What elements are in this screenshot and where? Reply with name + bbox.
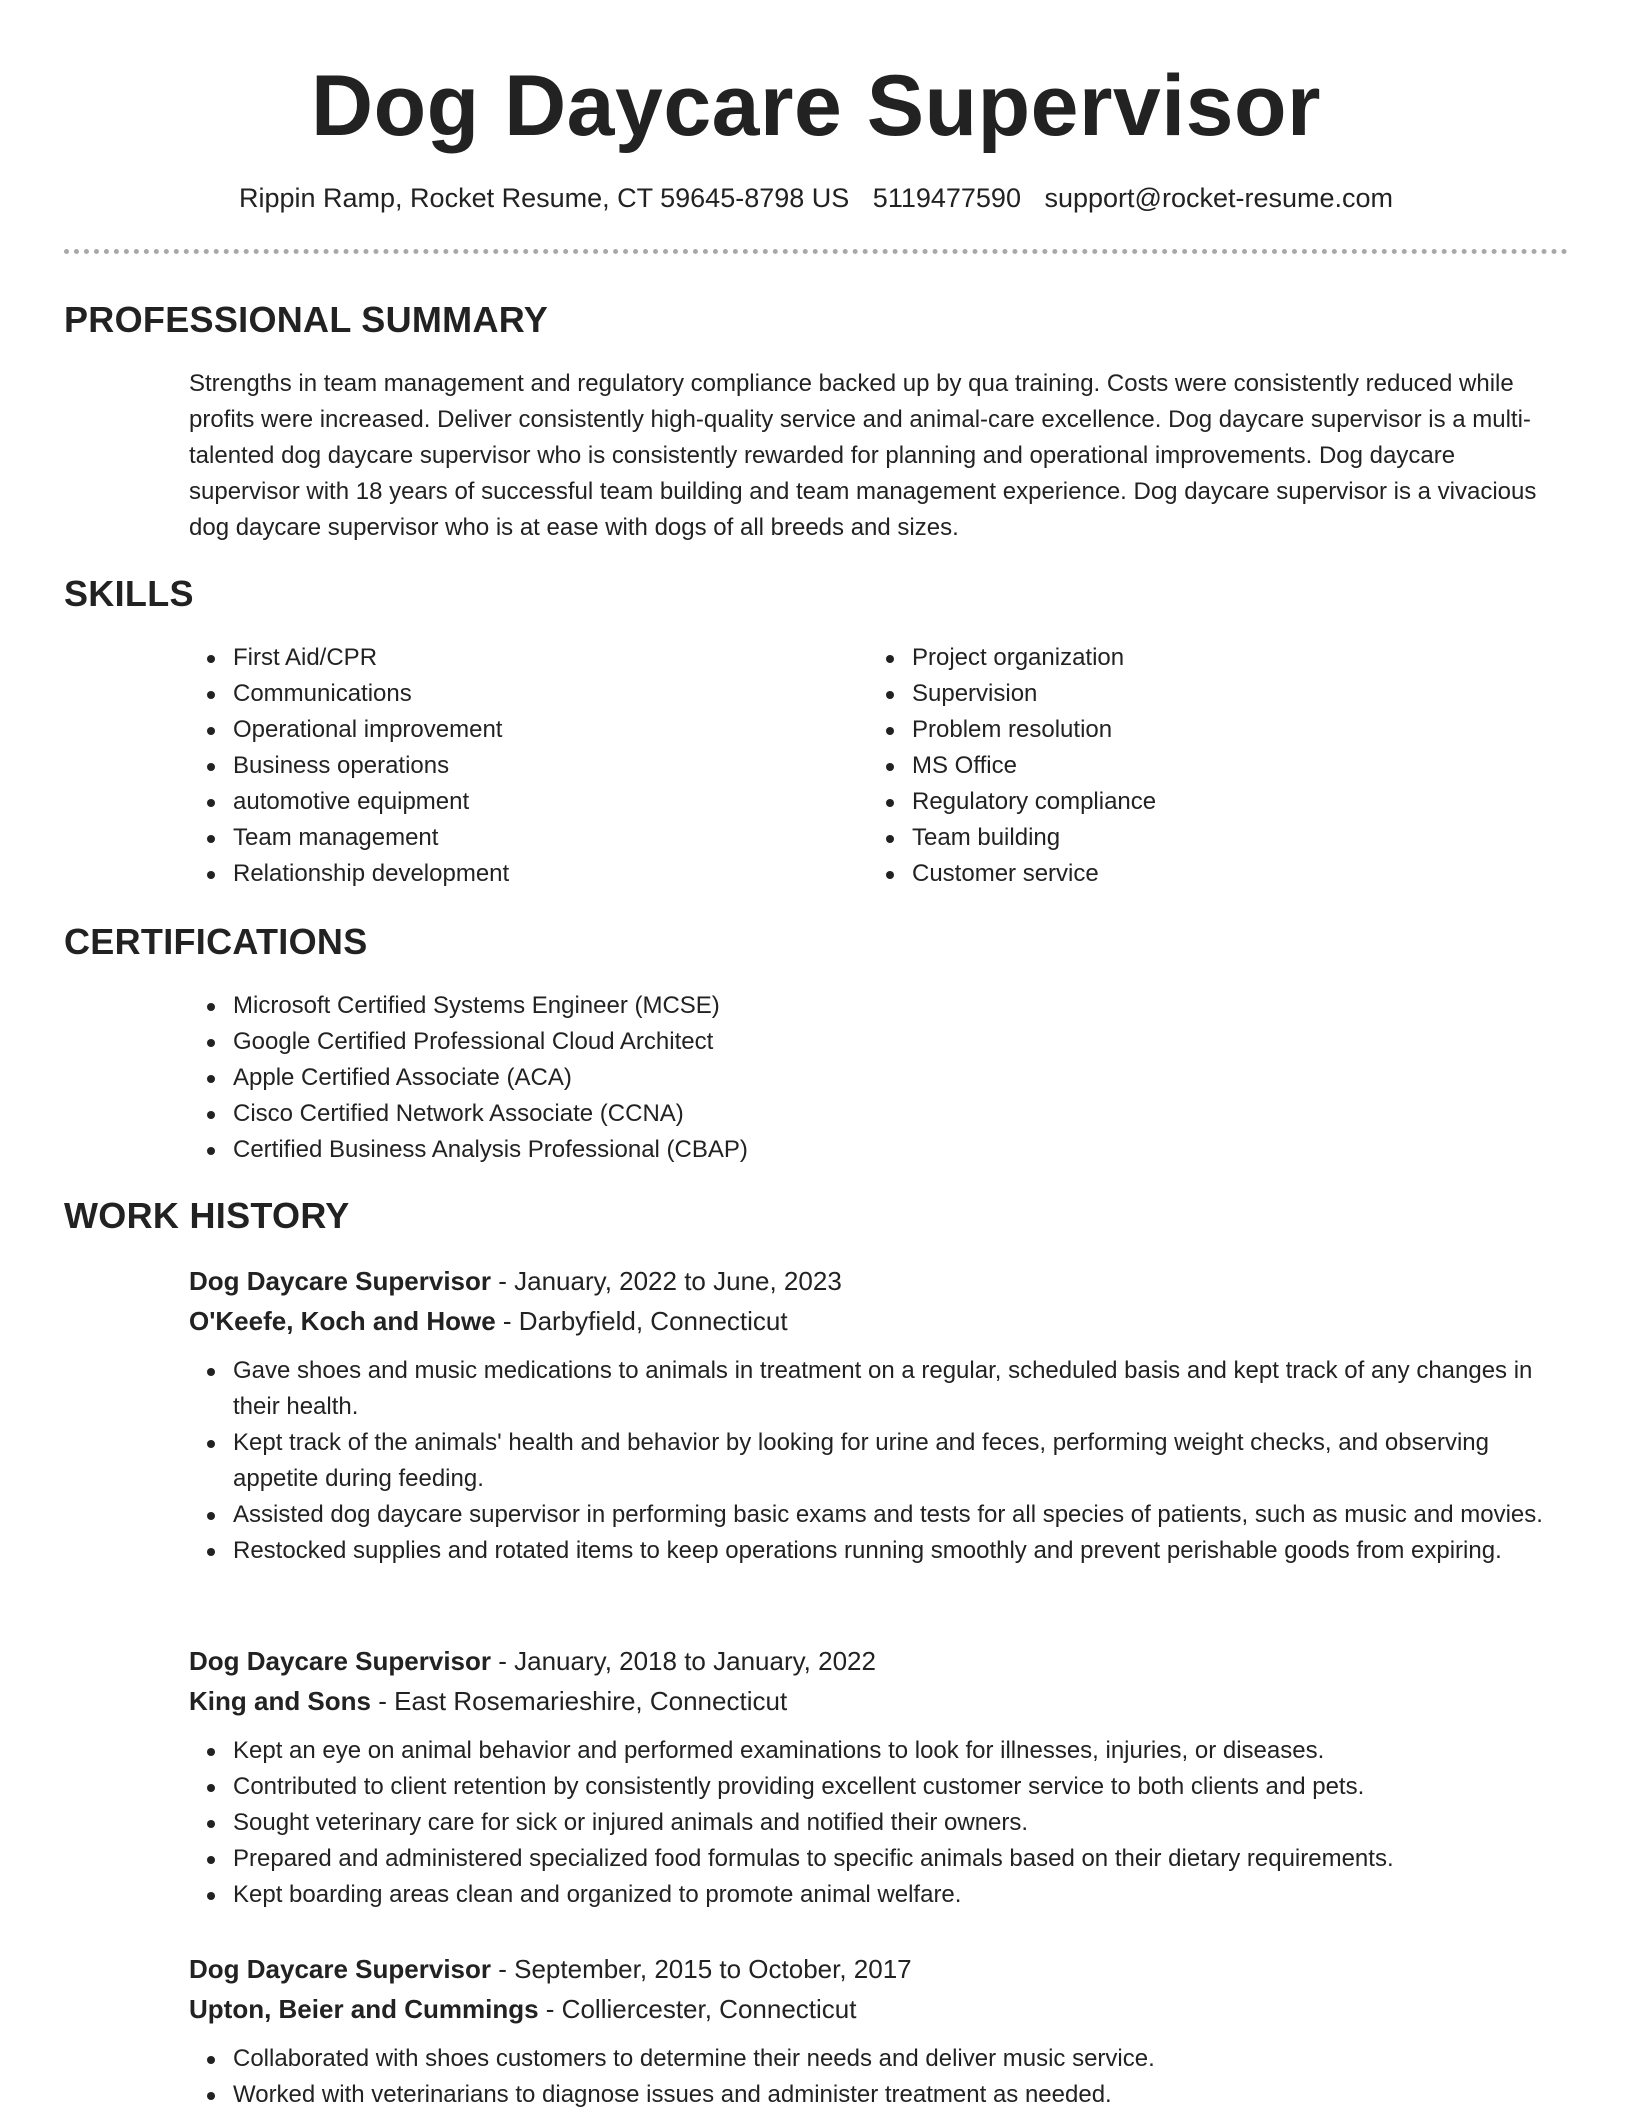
job-duty-item: Kept track of the animals' health and behavior by looking for urine and feces, performing weight checks, and observing appetite during feeding.: [145, 1425, 1568, 1497]
job-dates: - September, 2015 to October, 2017: [491, 1954, 912, 1984]
job-duty-item: Assisted dog daycare supervisor in performing basic exams and tests for all species of patients, such as music and movies.: [145, 1497, 1568, 1533]
job-duty-item: Prepared and administered specialized food formulas to specific animals based on their dietary requirements.: [145, 1841, 1568, 1877]
job-company-line: [189, 1989, 1568, 2029]
skill-item: Business operations: [189, 748, 509, 784]
job-company: King and Sons: [189, 1686, 371, 1716]
job-entry: [189, 1641, 1568, 1913]
job-company-line: [189, 1681, 1568, 1721]
skill-item: Team building: [868, 820, 1156, 856]
job-role: Dog Daycare Supervisor: [189, 1954, 492, 1984]
skill-item: Customer service: [868, 856, 1156, 892]
job-entry: [189, 1949, 1568, 2112]
job-title-line: [189, 1949, 1568, 1989]
job-duty-item: Gave shoes and music medications to animals in treatment on a regular, scheduled basis and kept track of any changes in their health.: [145, 1353, 1568, 1425]
header-divider: [64, 249, 1568, 254]
job-title-line: [189, 1261, 1568, 1301]
resume-name: Dog Daycare Supervisor: [311, 58, 1321, 154]
skill-item: Communications: [189, 676, 509, 712]
certification-item: Apple Certified Associate (ACA): [189, 1060, 748, 1096]
job-role: Dog Daycare Supervisor: [189, 1646, 492, 1676]
job-dates: - January, 2018 to January, 2022: [491, 1646, 876, 1676]
certification-item: Cisco Certified Network Associate (CCNA): [189, 1096, 748, 1132]
skill-item: Supervision: [868, 676, 1156, 712]
skill-item: Project organization: [868, 640, 1156, 676]
contact-phone: 5119477590: [872, 183, 1021, 213]
job-duty-item: Kept an eye on animal behavior and performed examinations to look for illnesses, injuries, or diseases.: [145, 1733, 1568, 1769]
skills-heading: SKILLS: [64, 573, 194, 614]
skills-list-right: [868, 640, 1156, 892]
skill-item: Team management: [189, 820, 509, 856]
job-duty-item: Restocked supplies and rotated items to keep operations running smoothly and prevent perishable goods from expiring.: [145, 1533, 1568, 1569]
summary-heading: PROFESSIONAL SUMMARY: [64, 299, 549, 340]
skill-item: Operational improvement: [189, 712, 509, 748]
certification-item: Certified Business Analysis Professional (CBAP): [189, 1132, 748, 1168]
certifications-heading: CERTIFICATIONS: [64, 921, 368, 962]
job-role: Dog Daycare Supervisor: [189, 1266, 492, 1296]
skill-item: Relationship development: [189, 856, 509, 892]
job-location: - Darbyfield, Connecticut: [495, 1306, 788, 1336]
certification-item: Microsoft Certified Systems Engineer (MCSE): [189, 988, 748, 1024]
skill-item: Problem resolution: [868, 712, 1156, 748]
job-title-line: [189, 1641, 1568, 1681]
certification-item: Google Certified Professional Cloud Architect: [189, 1024, 748, 1060]
job-company: Upton, Beier and Cummings: [189, 1994, 539, 2024]
job-location: - East Rosemarieshire, Connecticut: [371, 1686, 788, 1716]
skill-item: MS Office: [868, 748, 1156, 784]
certifications-list: [189, 988, 748, 1168]
contact-email: support@rocket-resume.com: [1044, 183, 1394, 213]
skills-list-left: [189, 640, 509, 892]
skill-item: Regulatory compliance: [868, 784, 1156, 820]
job-entry: [189, 1261, 1568, 1569]
job-company-line: [189, 1301, 1568, 1341]
skill-item: First Aid/CPR: [189, 640, 509, 676]
job-location: - Colliercester, Connecticut: [538, 1994, 857, 2024]
contact-address: Rippin Ramp, Rocket Resume, CT 59645-8798 US: [238, 183, 850, 213]
job-company: O'Keefe, Koch and Howe: [189, 1306, 496, 1336]
job-duty-item: Collaborated with shoes customers to determine their needs and deliver music service.: [145, 2041, 1568, 2077]
job-duty-item: Sought veterinary care for sick or injured animals and notified their owners.: [145, 1805, 1568, 1841]
job-duties: [145, 1733, 1568, 1913]
job-duty-item: Worked with veterinarians to diagnose issues and administer treatment as needed.: [145, 2077, 1568, 2112]
job-duties: [145, 1353, 1568, 1569]
job-dates: - January, 2022 to June, 2023: [491, 1266, 842, 1296]
job-duty-item: Kept boarding areas clean and organized to promote animal welfare.: [145, 1877, 1568, 1913]
work-history-heading: WORK HISTORY: [64, 1195, 350, 1236]
summary-text: Strengths in team management and regulatory compliance backed up by qua training. Costs were consistently reduced while profits were increased. Deliver consistently high-quality service and animal-care excellence. Dog daycare supervisor is a multi-talented dog daycare supervisor who is consistently rewarded for planning and operational improvements. Dog daycare supervisor with 18 years of successful team building and team management experience. Dog daycare supervisor is a vivacious dog daycare supervisor who is at ease with dogs of all breeds and sizes.: [189, 370, 1537, 541]
job-duties: [145, 2041, 1568, 2112]
skill-item: automotive equipment: [189, 784, 509, 820]
contact-line: [0, 180, 1632, 216]
job-duty-item: Contributed to client retention by consistently providing excellent customer service to both clients and pets.: [145, 1769, 1568, 1805]
